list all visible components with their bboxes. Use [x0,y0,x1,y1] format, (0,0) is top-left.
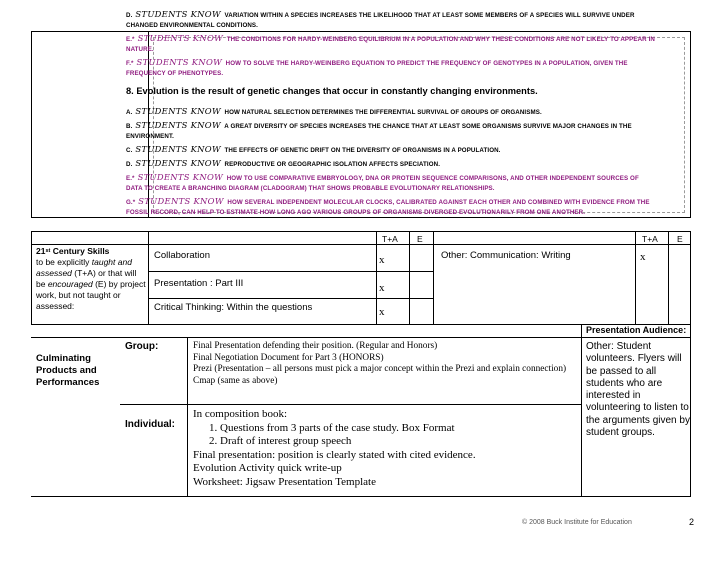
table-rule [635,231,636,325]
standard-item: E.* STUDENTS KNOW HOW TO USE COMPARATIVE EMBRYOLOGY, DNA OR PROTEIN SEQUENCE COMPARISONS, AND OTHER INDEPENDENT SOURCES OF DATA TO CREATE A BRANCHING DIAGRAM (CLADOGRAM) THAT SHOWS PROBABLE EVOLUTIONARY RELATIONSHIPS. [126,172,639,192]
audience-heading: Presentation Audience: [586,325,687,335]
standard-item: A. STUDENTS KNOW HOW NATURAL SELECTION DETERMINES THE DIFFERENTIAL SURVIVAL OF GROUPS OF ORGANISMS. [126,106,542,116]
individual-products [193,408,573,490]
skill-mark: x [379,306,385,318]
audience-text: Other: Student volunteers. Flyers will be passed to all students who are interested in volunteering to listen to the arguments given by student groups. [586,341,690,439]
individual-list-item: 2. Draft of interest group speech [209,435,352,448]
page-number: 2 [689,517,695,527]
group-line: Cmap (same as above) [193,375,278,386]
col-header-e-right: E [677,234,683,244]
table-rule [148,231,149,325]
individual-list-item: 1. Questions from 3 parts of the case study. Box Format [209,421,455,434]
col-header-ta: T+A [382,234,398,244]
table-rule [148,298,433,299]
table-rule [376,231,377,325]
culminating-title: Culminating Products and Performances [36,353,100,388]
individual-line: Evolution Activity quick write-up [193,462,342,475]
group-line: Prezi (Presentation – all persons must pick a major concept within the Prezi and explain connection) [193,364,567,374]
skill-mark: x [640,251,646,263]
group-line: Final Negotiation Document for Part 3 (HONORS) [193,352,384,363]
group-line: Final Presentation defending their position. (Regular and Honors) [193,341,438,351]
standards-text [126,9,656,220]
copyright-footer: © 2008 Buck Institute for Education [522,519,632,526]
skill-mark: x [379,282,385,294]
table-rule [409,231,410,325]
table-rule [668,231,669,325]
skill-critical-thinking: Critical Thinking: Within the questions [154,302,313,313]
skill-collaboration: Collaboration [154,250,210,261]
col-header-ta-right: T+A [642,234,658,244]
standard-item: G.* STUDENTS KNOW HOW SEVERAL INDEPENDENT MOLECULAR CLOCKS, CALIBRATED AGAINST EACH OTHER AND COMBINED WITH EVIDENCE FROM THE FOSSIL RECORD, CAN HELP TO ESTIMATE HOW LONG AGO VARIOUS GROUPS OF ORGANISMS DIVERGED EVOLUTIONARILY FROM ONE ANOTHER. [126,196,650,216]
skill-presentation: Presentation : Part III [154,278,244,289]
table-rule [433,231,434,325]
individual-intro: In composition book: [193,408,288,420]
individual-label: Individual: [125,419,175,430]
skill-other: Other: Communication: Writing [441,250,571,261]
century-skills-title: 21st Century Skills [36,246,110,256]
standard-item: F.* STUDENTS KNOW HOW TO SOLVE THE HARDY-WEINBERG EQUATION TO PREDICT THE FREQUENCY OF GENOTYPES IN A POPULATION, GIVEN THE FREQUENCY OF PHENOTYPES. [126,57,628,77]
table-rule [120,404,581,405]
standard-item: E.* STUDENTS KNOW THE CONDITIONS FOR HARDY-WEINBERG EQUILIBRIUM IN A POPULATION AND WHY THESE CONDITIONS ARE NOT LIKELY TO APPEAR IN NATURE. [126,33,655,53]
table-rule [148,271,433,272]
standard-heading: 8. Evolution is the result of genetic changes that occur in constantly changing environments. [126,86,538,96]
col-header-e: E [417,234,423,244]
standard-item: C. STUDENTS KNOW THE EFFECTS OF GENETIC DRIFT ON THE DIVERSITY OF ORGANISMS IN A POPULATION. [126,144,501,154]
standard-item: B. STUDENTS KNOW A GREAT DIVERSITY OF SPECIES INCREASES THE CHANCE THAT AT LEAST SOME ORGANISMS SURVIVE MAJOR CHANGES IN THE ENVIRONMENT. [126,120,632,140]
group-label: Group: [125,341,159,352]
individual-line: Final presentation: position is clearly stated with cited evidence. [193,448,476,461]
table-rule [187,337,188,497]
table-rule [31,244,691,245]
table-rule [581,325,582,497]
skill-mark: x [379,254,385,266]
century-skills-label: 21st Century Skills to be explicitly taught and assessed (T+A) or that will be encouraged (E) by project work, but not taught or assessed: [36,246,146,311]
individual-line: Worksheet: Jigsaw Presentation Template [193,475,376,488]
standard-item: D. STUDENTS KNOW VARIATION WITHIN A SPECIES INCREASES THE LIKELIHOOD THAT AT LEAST SOME MEMBERS OF A SPECIES WILL SURVIVE UNDER CHANGED ENVIRONMENTAL CONDITIONS. [126,9,635,29]
group-products [193,341,573,387]
standard-item: D. STUDENTS KNOW REPRODUCTIVE OR GEOGRAPHIC ISOLATION AFFECTS SPECIATION. [126,158,441,168]
